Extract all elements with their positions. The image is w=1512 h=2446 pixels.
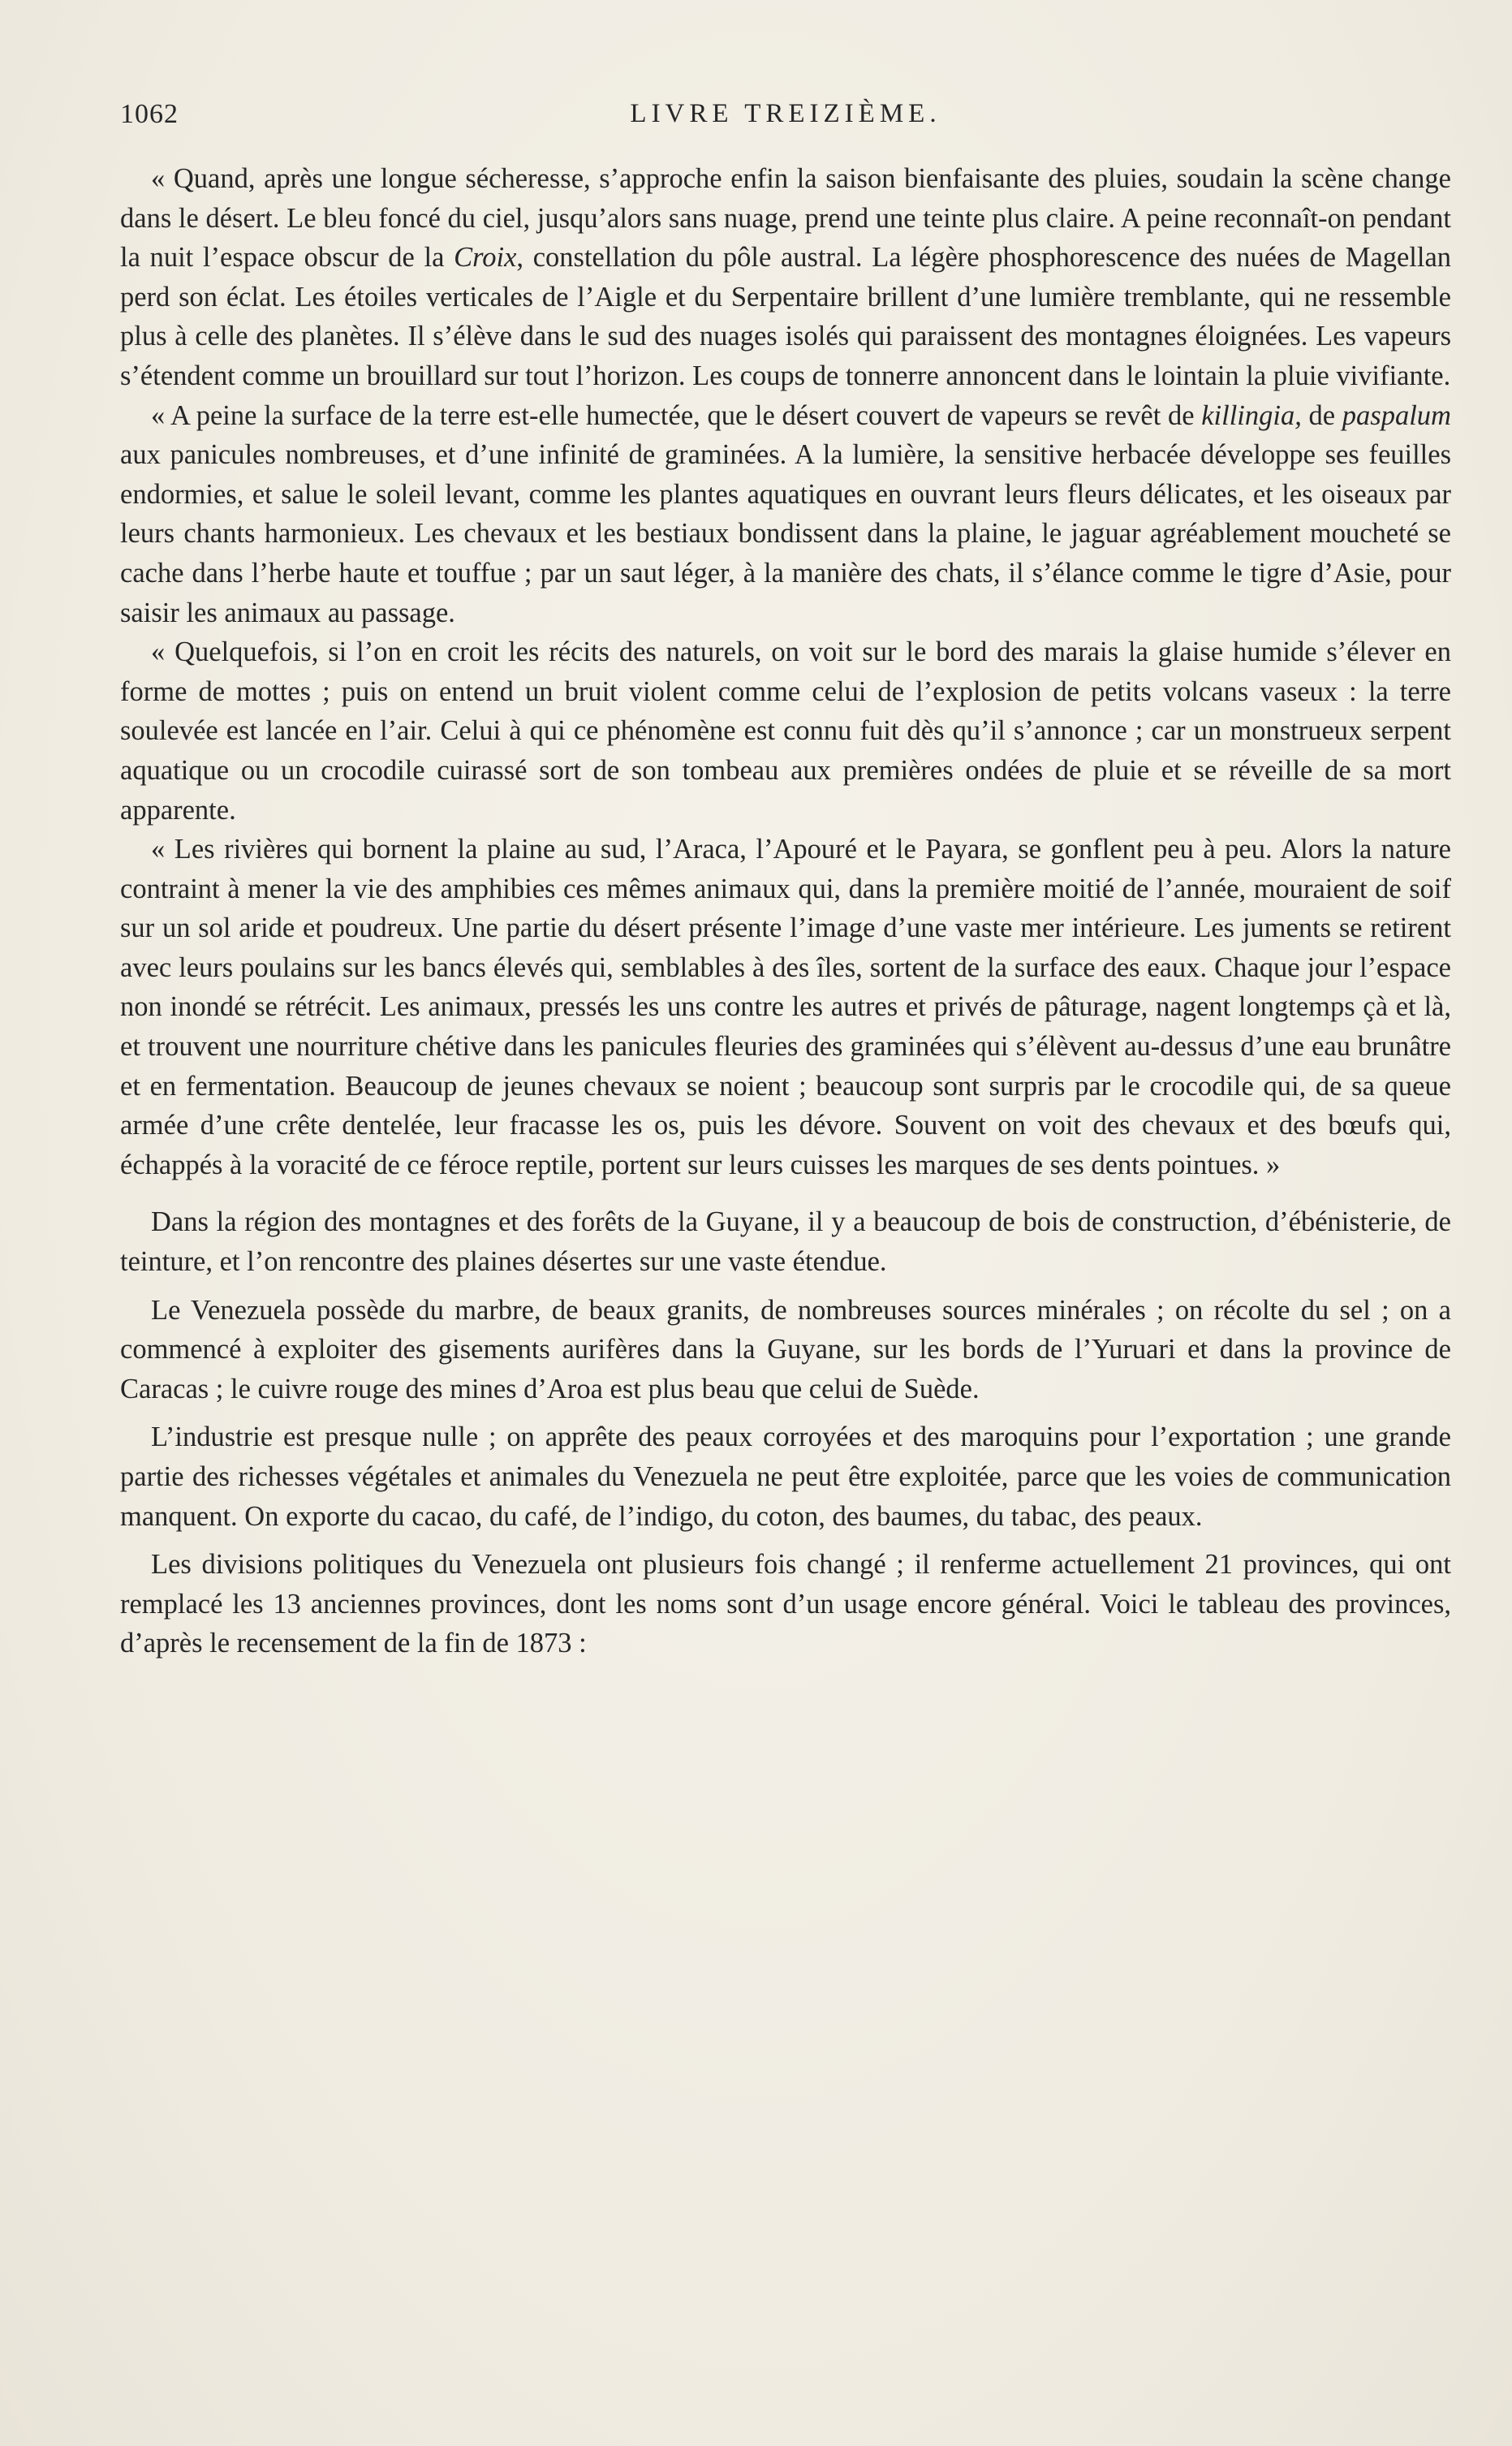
body-paragraph-industry: L’industrie est presque nulle ; on apprête des peaux corroyées et des maroquins pour l’exportation ; une grande partie des richesses végétales et animales du Venezuela ne peut être exploitée, parce que les voies de communication manquent. On exporte du cacao, du café, de l’indigo, du coton, des baumes, du tabac, des peaux. — [120, 1421, 1451, 1532]
quotation-block — [120, 159, 1451, 1184]
page-number: 1062 — [120, 99, 179, 129]
body-block — [120, 1202, 1451, 1663]
italic-term-killingia: killingia, — [1201, 399, 1302, 431]
quote-paragraph-3: « Quelquefois, si l’on en croit les récits des naturels, on voit sur le bord des marais la glaise humide s’élever en forme de mottes ; puis on entend un bruit violent comme celui de l’explosion de petits volcans vaseux : la terre soulevée est lancée en l’air. Celui à qui ce phénomène est connu fuit dès qu’il s’annonce ; car un monstrueux serpent aquatique ou un crocodile cuirassé sort de son tombeau aux premières ondées de pluie et se réveille de sa mort apparente. — [120, 636, 1451, 826]
quote-paragraph-2: « A peine la surface de la terre est-elle humectée, que le désert couvert de vapeurs se revêt de killingia, de paspalum aux panicules nombreuses, et d’une infinité de graminées. A la lumière, la sensitive herbacée développe ses feuilles endormies, et salue le soleil levant, comme les plantes aquatiques en ouvrant leurs fleurs délicates, et les oiseaux par leurs chants harmonieux. Les chevaux et les bestiaux bondissent dans la plaine, le jaguar agréablement moucheté se cache dans l’herbe haute et touffue ; par un saut léger, à la manière des chats, il s’élance comme le tigre d’Asie, pour saisir les animaux au passage. — [120, 399, 1451, 628]
running-title: LIVRE TREIZIÈME. — [630, 99, 941, 128]
page-header — [120, 99, 1451, 140]
quote-paragraph-4: « Les rivières qui bornent la plaine au sud, l’Araca, l’Apouré et le Payara, se gonflent peu à peu. Alors la nature contraint à mener la vie des amphibies ces mêmes animaux qui, dans la première moitié de l’année, mouraient de soif sur un sol aride et poudreux. Une partie du désert présente l’image d’une vaste mer intérieure. Les juments se retirent avec leurs poulains sur les bancs élevés qui, semblables à des îles, sortent de la surface des eaux. Chaque jour l’espace non inondé se rétrécit. Les animaux, pressés les uns contre les autres et privés de pâturage, nagent longtemps çà et là, et trouvent une nourriture chétive dans les panicules fleuries des graminées qui s’élèvent au-dessus d’une eau brunâtre et en fermentation. Beaucoup de jeunes chevaux se noient ; beaucoup sont surpris par le crocodile qui, de sa queue armée d’une crête dentelée, leur fracasse les os, puis les dévore. Souvent on voit des chevaux et des bœufs qui, échappés à la voracité de ce féroce reptile, portent sur leurs cuisses les marques de ses dents pointues. » — [120, 834, 1451, 1180]
body-paragraph-guyane: Dans la région des montagnes et des forêts de la Guyane, il y a beaucoup de bois de construction, d’ébénisterie, de teinture, et l’on rencontre des plaines désertes sur une vaste étendue. — [120, 1206, 1451, 1278]
main-text — [120, 159, 1451, 1672]
italic-term-croix: Croix — [454, 242, 517, 274]
body-paragraph-divisions: Les divisions politiques du Venezuela ont plusieurs fois changé ; il renferme actuellement 21 provinces, qui ont remplacé les 13 anciennes provinces, dont les noms sont d’un usage encore général. Voici le tableau des provinces, d’après le recensement de la fin de 1873 : — [120, 1549, 1451, 1659]
quote-paragraph-1: « Quand, après une longue sécheresse, s’approche enfin la saison bienfaisante des pluies, soudain la scène change dans le désert. Le bleu foncé du ciel, jusqu’alors sans nuage, prend une teinte plus claire. A peine reconnaît-on pendant la nuit l’espace obscur de la Croix, constellation du pôle austral. La légère phosphorescence des nuées de Magellan perd son éclat. Les étoiles verticales de l’Aigle et du Serpentaire brillent d’une lumière tremblante, qui ne ressemble plus à celle des planètes. Il s’élève dans le sud des nuages isolés qui paraissent des montagnes éloignées. Les vapeurs s’étendent comme un brouillard sur tout l’horizon. Les coups de tonnerre annoncent dans le lointain la pluie vivifiante. — [120, 163, 1452, 391]
body-paragraph-minerals: Le Venezuela possède du marbre, de beaux granits, de nombreuses sources minérales ; on récolte du sel ; on a commencé à exploiter des gisements aurifères dans la Guyane, sur les bords de l’Yuruari et dans la province de Caracas ; le cuivre rouge des mines d’Aroa est plus beau que celui de Suède. — [120, 1294, 1451, 1404]
italic-term-paspalum: paspalum — [1342, 399, 1451, 431]
